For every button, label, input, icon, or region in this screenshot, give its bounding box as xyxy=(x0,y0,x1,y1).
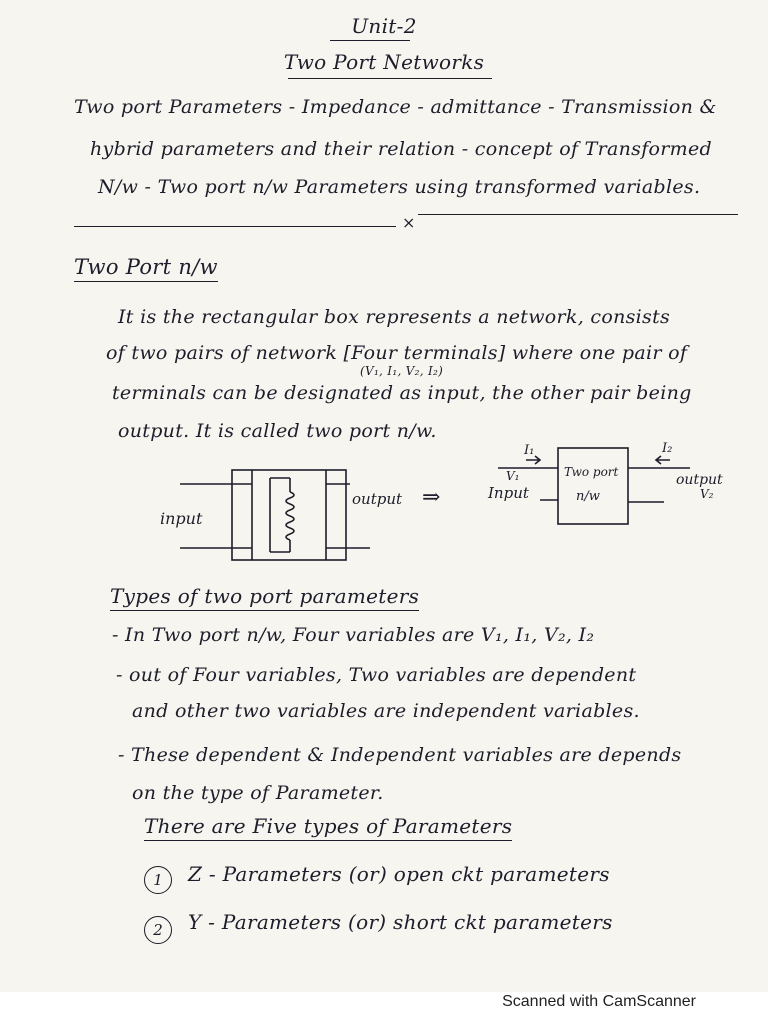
type-text-2: Y - Parameters (or) short ckt parameters xyxy=(188,910,613,934)
syllabus-line-1: Two port Parameters - Impedance - admittance - Transmission & xyxy=(74,96,717,118)
title-underline xyxy=(288,78,492,79)
definition-line-1: It is the rectangular box represents a network, consists xyxy=(118,306,671,328)
terminals-note: (V₁, I₁, V₂, I₂) xyxy=(360,364,444,378)
type-number-1: 1 xyxy=(144,866,172,894)
bullet-line-3: and other two variables are independent variables. xyxy=(132,700,640,722)
page-title: Two Port Networks xyxy=(283,50,485,74)
unit-label: Unit-2 xyxy=(351,14,417,38)
section-heading-types: Types of two port parameters xyxy=(110,584,419,611)
definition-line-2: of two pairs of network [Four terminals] where one pair of xyxy=(106,342,688,364)
unit-underline xyxy=(330,40,410,41)
bullet-line-2: - out of Four variables, Two variables are dependent xyxy=(116,664,637,686)
diagram-v2-label: V₂ xyxy=(700,487,714,501)
scanner-footer xyxy=(0,992,768,1024)
diagram-left-input-label: input xyxy=(160,509,203,528)
type-number-2: 2 xyxy=(144,916,172,944)
diagram-left-output-label: output xyxy=(352,490,403,508)
diagram-right-output-label: output xyxy=(676,472,723,488)
diagram-right-input-label: Input xyxy=(488,484,529,502)
diagram-box-line-2: n/w xyxy=(576,489,600,504)
type-text-1: Z - Parameters (or) open ckt parameters xyxy=(188,862,610,886)
five-types-heading: There are Five types of Parameters xyxy=(144,814,512,841)
diagram-equivalence-arrow: ⇒ xyxy=(422,485,441,510)
diagram-v1-label: V₁ xyxy=(506,469,520,483)
divider-right xyxy=(418,214,738,215)
scanner-watermark: Scanned with CamScanner xyxy=(502,993,696,1010)
definition-line-4: output. It is called two port n/w. xyxy=(118,420,437,442)
syllabus-line-3: N/w - Two port n/w Parameters using transformed variables. xyxy=(98,176,701,198)
divider-left xyxy=(74,226,396,227)
section-heading-two-port: Two Port n/w xyxy=(74,255,218,282)
syllabus-line-2: hybrid parameters and their relation - concept of Transformed xyxy=(90,138,713,160)
diagram-box-line-1: Two port xyxy=(564,465,619,479)
diagram-i1-label: I₁ xyxy=(524,443,535,458)
two-port-diagram xyxy=(140,440,760,580)
definition-line-3: terminals can be designated as input, the other pair being xyxy=(112,382,692,404)
diagram-i2-label: I₂ xyxy=(662,441,673,456)
bullet-line-1: - In Two port n/w, Four variables are V₁, I₁, V₂, I₂ xyxy=(112,624,595,646)
bullet-line-5: on the type of Parameter. xyxy=(132,782,384,804)
divider-mark: × xyxy=(402,213,416,232)
bullet-line-4: - These dependent & Independent variables are depends xyxy=(118,744,682,766)
